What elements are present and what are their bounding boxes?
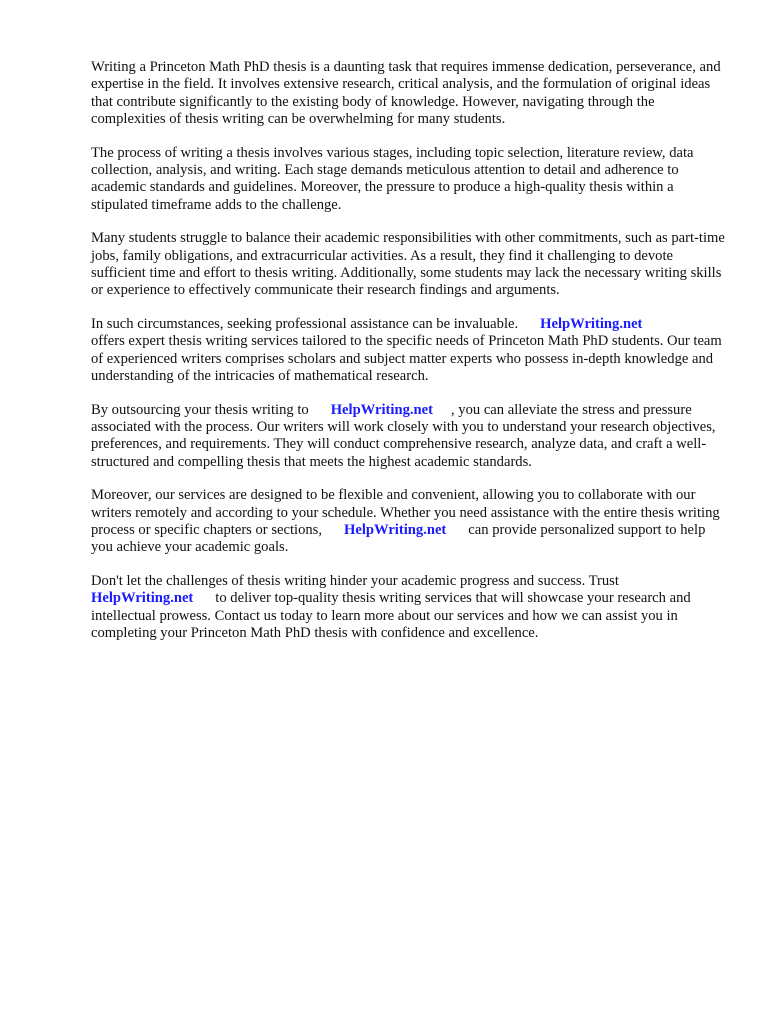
helpwriting-link[interactable]: HelpWriting.net (540, 315, 643, 332)
paragraph-text: can provide personalized support to help you achieve your academic goals. (91, 521, 706, 556)
paragraph-flexibility (91, 487, 725, 557)
paragraph-text: By outsourcing your thesis writing to (91, 401, 309, 418)
paragraph-outsourcing (91, 402, 725, 472)
helpwriting-link[interactable]: HelpWriting.net (344, 521, 447, 538)
paragraph-intro (91, 59, 725, 129)
paragraph-closing (91, 573, 725, 643)
paragraph-text: offers expert thesis writing services tailored to the specific needs of Princeton Math PhD students. Our team of experienced writers comprises scholars and subject matter experts who possess in-depth knowledge and understanding of the intricacies of mathematical research. (91, 333, 722, 385)
paragraph-text: Moreover, our services are designed to be flexible and convenient, allowing you to collaborate with our writers remotely and according to your schedule. Whether you need assistance with the entire thesis writing process or specific chapters or sections, (91, 487, 720, 538)
helpwriting-link[interactable]: HelpWriting.net (91, 590, 194, 607)
paragraph-text: Writing a Princeton Math PhD thesis is a daunting task that requires immense dedication, perseverance, and expertise in the field. It involves extensive research, critical analysis, and the formulation of original ideas that contribute significantly to the existing body of knowledge. However, navigating through the complexities of thesis writing can be overwhelming for many students. (91, 59, 721, 128)
helpwriting-link[interactable]: HelpWriting.net (330, 401, 433, 418)
document-body (91, 59, 725, 658)
paragraph-text: Many students struggle to balance their academic responsibilities with other commitments, such as part-time jobs, family obligations, and extracurricular activities. As a result, they find it challenging to devote sufficient time and effort to thesis writing. Additionally, some students may lack the necessary writing skills or experience to effectively communicate their research findings and arguments. (91, 230, 725, 299)
paragraph-struggles (91, 230, 725, 300)
paragraph-text: to deliver top-quality thesis writing services that will showcase your research and intellectual prowess. Contact us today to learn more about our services and how we can assist you in completing your Princeton Math PhD thesis with confidence and excellence. (91, 590, 691, 641)
paragraph-process (91, 145, 725, 215)
paragraph-text: , you can alleviate the stress and pressure associated with the process. Our writers will work closely with you to understand your research objectives, preferences, and requirements. They will conduct comprehensive research, analyze data, and craft a well-structured and compelling thesis that meets the highest academic standards. (91, 401, 716, 470)
paragraph-text: The process of writing a thesis involves various stages, including topic selection, literature review, data collection, analysis, and writing. Each stage demands meticulous attention to detail and adherence to academic standards and guidelines. Moreover, the pressure to produce a high-quality thesis within a stipulated timeframe adds to the challenge. (91, 144, 694, 213)
paragraph-text: Don't let the challenges of thesis writing hinder your academic progress and success. Trust (91, 572, 619, 589)
paragraph-assistance (91, 316, 725, 386)
paragraph-text: In such circumstances, seeking professional assistance can be invaluable. (91, 315, 519, 332)
